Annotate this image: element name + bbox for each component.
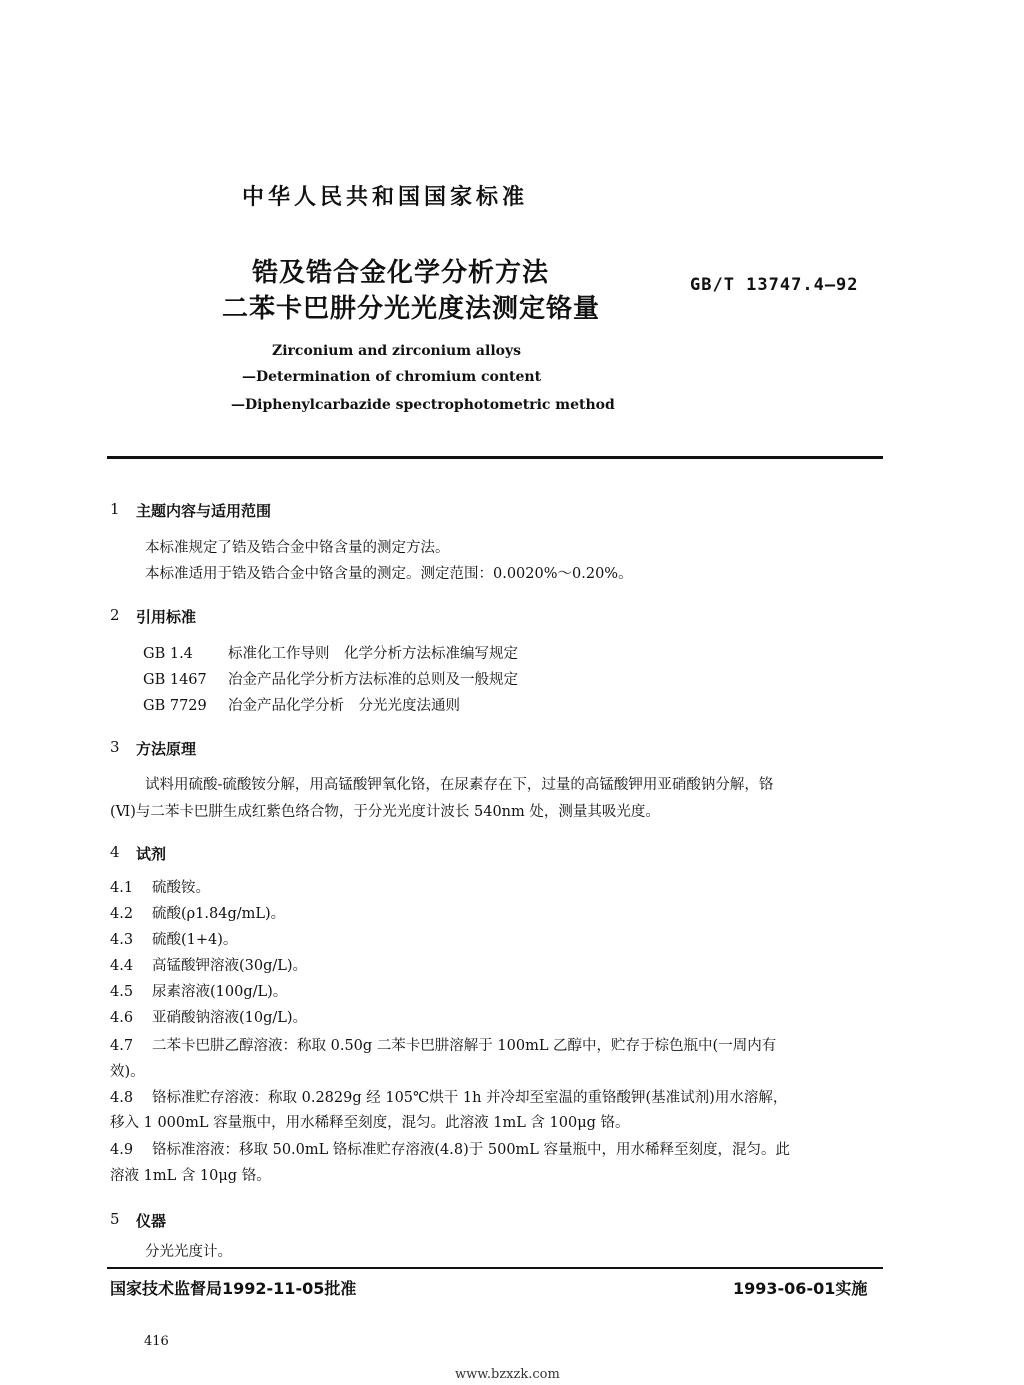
item-4-9-continuation: 溶液 1mL 含 10μg 铬。 — [110, 1168, 271, 1184]
section-2-number: 2 — [110, 606, 120, 624]
item-4-2-text: 硫酸(ρ1.84g/mL)。 — [152, 906, 286, 922]
section-5-line-1: 分光光度计。 — [145, 1244, 232, 1260]
item-4-4-number: 4.4 — [110, 958, 134, 974]
item-4-6-text: 亚硝酸钠溶液(10g/L)。 — [152, 1010, 308, 1026]
item-4-7-text: 二苯卡巴肼乙醇溶液：称取 0.50g 二苯卡巴肼溶解于 100mL 乙醇中，贮存于棕色瓶中(一周内有 — [152, 1038, 777, 1054]
ref-2-code: GB 1467 — [143, 672, 207, 688]
page-number: 416 — [144, 1334, 169, 1349]
item-4-3-text: 硫酸(1+4)。 — [152, 932, 238, 948]
item-4-9-number: 4.9 — [110, 1142, 134, 1158]
item-4-1-number: 4.1 — [110, 880, 134, 896]
ref-3-code: GB 7729 — [143, 698, 207, 714]
item-4-4-text: 高锰酸钾溶液(30g/L)。 — [152, 958, 308, 974]
item-4-2-number: 4.2 — [110, 906, 134, 922]
national-standard-heading: 中华人民共和国国家标准 — [242, 185, 529, 210]
section-3-title: 方法原理 — [136, 740, 197, 758]
item-4-3-number: 4.3 — [110, 932, 134, 948]
item-4-8-text: 铬标准贮存溶液：称取 0.2829g 经 105℃烘干 1h 并冷却至室温的重铬酸钾(基准试剂)用水溶解， — [152, 1090, 788, 1106]
item-4-9-text: 铬标准溶液：移取 50.0mL 铬标准贮存溶液(4.8)于 500mL 容量瓶中，用水稀释至刻度，混匀。此 — [152, 1142, 791, 1158]
standard-code: GB/T 13747.4—92 — [690, 275, 859, 295]
ref-2-text: 冶金产品化学分析方法标准的总则及一般规定 — [228, 672, 518, 688]
ref-1-code: GB 1.4 — [143, 646, 193, 662]
title-english-line-1: Zirconium and zirconium alloys — [272, 343, 521, 359]
title-english-line-2: —Determination of chromium content — [242, 369, 542, 385]
item-4-7-continuation: 效)。 — [110, 1064, 145, 1080]
title-chinese-line-1: 锆及锆合金化学分析方法 — [252, 258, 550, 288]
section-1-line-1: 本标准规定了锆及锆合金中铬含量的测定方法。 — [145, 540, 450, 556]
item-4-5-text: 尿素溶液(100g/L)。 — [152, 984, 288, 1000]
section-3-line-1: 试料用硫酸-硫酸铵分解，用高锰酸钾氧化铬，在尿素存在下，过量的高锰酸钾用亚硝酸钠分解，铬 — [145, 777, 774, 793]
item-4-8-continuation: 移入 1 000mL 容量瓶中，用水稀释至刻度，混匀。此溶液 1mL 含 100μg 铬。 — [110, 1115, 630, 1131]
ref-3-text: 冶金产品化学分析 分光光度法通则 — [228, 698, 460, 714]
section-2-title: 引用标准 — [136, 608, 197, 626]
ref-1-text: 标准化工作导则 化学分析方法标准编写规定 — [228, 646, 518, 662]
section-4-title: 试剂 — [136, 845, 167, 863]
item-4-1-text: 硫酸铵。 — [152, 880, 210, 896]
section-1-number: 1 — [110, 500, 120, 518]
header-divider — [107, 456, 883, 459]
item-4-8-number: 4.8 — [110, 1090, 134, 1106]
footer-divider — [107, 1267, 883, 1269]
item-4-5-number: 4.5 — [110, 984, 134, 1000]
section-5-number: 5 — [110, 1210, 120, 1228]
approval-date: 国家技术监督局1992-11-05批准 — [110, 1279, 357, 1298]
section-3-line-2: (Ⅵ)与二苯卡巴肼生成红紫色络合物，于分光光度计波长 540nm 处，测量其吸光度。 — [110, 804, 660, 820]
title-chinese-line-2: 二苯卡巴肼分光光度法测定铬量 — [222, 294, 601, 324]
title-english-line-3: —Diphenylcarbazide spectrophotometric method — [231, 397, 615, 413]
website-watermark: www.bzxzk.com — [455, 1367, 560, 1382]
item-4-6-number: 4.6 — [110, 1010, 134, 1026]
section-3-number: 3 — [110, 738, 120, 756]
section-1-line-2: 本标准适用于锆及锆合金中铬含量的测定。测定范围：0.0020%～0.20%。 — [145, 566, 633, 582]
implementation-date: 1993-06-01实施 — [733, 1279, 868, 1298]
section-4-number: 4 — [110, 843, 120, 861]
item-4-7-number: 4.7 — [110, 1038, 134, 1054]
section-5-title: 仪器 — [136, 1212, 167, 1230]
section-1-title: 主题内容与适用范围 — [136, 502, 272, 520]
